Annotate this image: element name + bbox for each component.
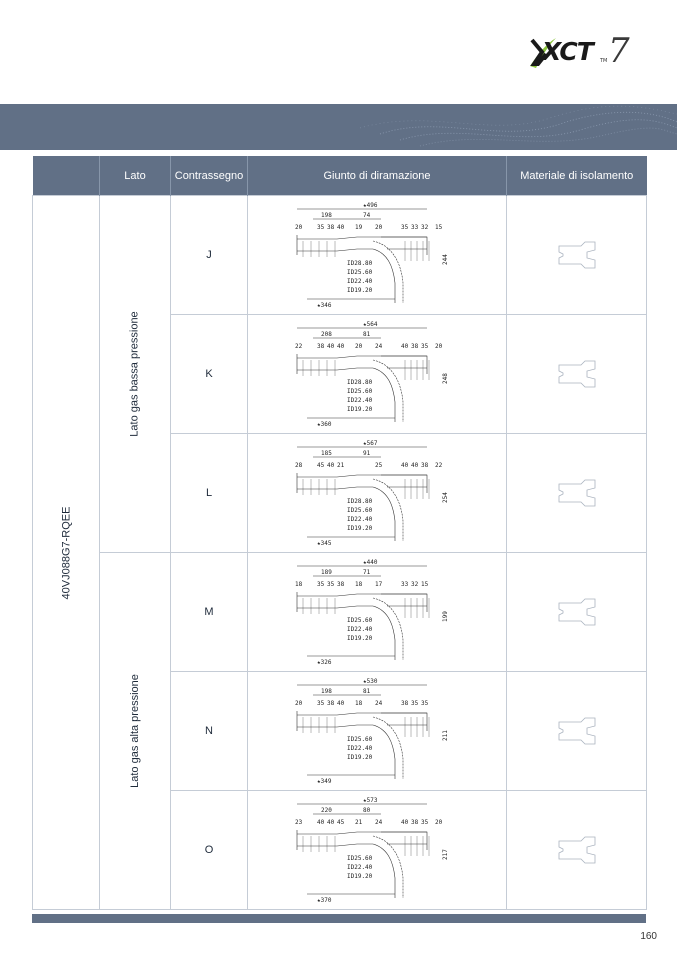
insulation-shape-icon bbox=[555, 597, 599, 627]
code-cell bbox=[171, 434, 248, 553]
inner-diameter-label: ID19.20 bbox=[347, 635, 373, 642]
left-dim-label: 45 bbox=[337, 819, 345, 826]
right-dim-label: 15 bbox=[421, 581, 429, 588]
inner-diameter-label: ID25.60 bbox=[347, 388, 373, 395]
right-dim-label: 32 bbox=[411, 581, 419, 588]
code-cell bbox=[171, 791, 248, 910]
insulation-shape-icon bbox=[555, 835, 599, 865]
left-dim-label: 40 bbox=[337, 224, 345, 231]
left-dim-label: 18 bbox=[295, 581, 303, 588]
right-height-label: 217 bbox=[442, 849, 449, 860]
left-dim-label: 40 bbox=[327, 819, 335, 826]
header-contrassegno: Contrassegno bbox=[171, 156, 248, 196]
code-cell bbox=[171, 315, 248, 434]
table-header-row bbox=[33, 156, 647, 196]
footer-band bbox=[32, 914, 646, 923]
inner-diameter-label: ID19.20 bbox=[347, 406, 373, 413]
right-dim-label: 17 bbox=[375, 581, 383, 588]
left-dim-label: 21 bbox=[355, 819, 363, 826]
inner-diameter-label: ID28.80 bbox=[347, 498, 373, 505]
right-height-label: 211 bbox=[442, 730, 449, 741]
code-label: J bbox=[206, 249, 212, 261]
right-dim-label: 20 bbox=[375, 224, 383, 231]
inner-diameter-label: ID28.80 bbox=[347, 379, 373, 386]
insulation-shape-icon bbox=[555, 359, 599, 389]
bottom-length-label: ★345 bbox=[317, 540, 332, 547]
inner-diameter-label: ID19.20 bbox=[347, 873, 373, 880]
joint-drawing-cell bbox=[248, 553, 507, 672]
inner-diameter-label: ID25.60 bbox=[347, 507, 373, 514]
left-dim-label: 35 bbox=[317, 224, 325, 231]
total-length-label: ★573 bbox=[363, 797, 378, 804]
model-cell bbox=[33, 196, 100, 910]
code-label: M bbox=[204, 606, 214, 618]
table-row bbox=[33, 553, 647, 672]
left-length-label: 185 bbox=[321, 450, 332, 457]
left-dim-label: 22 bbox=[295, 343, 303, 350]
branch-joint-drawing bbox=[277, 794, 477, 906]
left-dim-label: 35 bbox=[327, 581, 335, 588]
inner-diameter-label: ID19.20 bbox=[347, 525, 373, 532]
inner-diameter-label: ID22.40 bbox=[347, 626, 373, 633]
left-dim-label: 38 bbox=[327, 700, 335, 707]
side-cell bbox=[100, 196, 171, 553]
left-dim-label: 20 bbox=[355, 343, 363, 350]
bottom-length-label: ★346 bbox=[317, 302, 332, 309]
right-dim-label: 35 bbox=[401, 224, 409, 231]
code-cell bbox=[171, 672, 248, 791]
table-row bbox=[33, 196, 647, 315]
right-dim-label: 38 bbox=[421, 462, 429, 469]
left-dim-label: 40 bbox=[327, 462, 335, 469]
inner-diameter-label: ID22.40 bbox=[347, 516, 373, 523]
left-length-label: 198 bbox=[321, 212, 332, 219]
code-label: O bbox=[204, 844, 214, 856]
branch-joint-drawing bbox=[277, 675, 477, 787]
inner-diameter-label: ID25.60 bbox=[347, 736, 373, 743]
right-dim-label: 35 bbox=[411, 700, 419, 707]
left-dim-label: 45 bbox=[317, 462, 325, 469]
right-dim-label: 33 bbox=[411, 224, 419, 231]
joint-drawing-cell bbox=[248, 434, 507, 553]
right-dim-label: 40 bbox=[401, 462, 409, 469]
branch-joint-drawing bbox=[277, 437, 477, 549]
joint-drawing-cell bbox=[248, 196, 507, 315]
insulation-shape-icon bbox=[555, 716, 599, 746]
left-dim-label: 35 bbox=[317, 700, 325, 707]
left-dim-label: 28 bbox=[295, 462, 303, 469]
right-dim-label: 32 bbox=[421, 224, 429, 231]
insulation-cell bbox=[507, 315, 647, 434]
insulation-cell bbox=[507, 672, 647, 791]
left-length-label: 198 bbox=[321, 688, 332, 695]
total-length-label: ★440 bbox=[363, 559, 378, 566]
left-dim-label: 38 bbox=[317, 343, 325, 350]
code-cell bbox=[171, 553, 248, 672]
right-height-label: 248 bbox=[442, 373, 449, 384]
mid-length-label: 80 bbox=[363, 807, 371, 814]
code-label: L bbox=[205, 487, 213, 499]
left-dim-label: 20 bbox=[295, 700, 303, 707]
inner-diameter-label: ID19.20 bbox=[347, 287, 373, 294]
left-dim-label: 18 bbox=[355, 700, 363, 707]
side-label: Lato gas alta pressione bbox=[129, 674, 141, 788]
right-dim-label: 25 bbox=[375, 462, 383, 469]
inner-diameter-label: ID25.60 bbox=[347, 855, 373, 862]
right-dim-label: 24 bbox=[375, 700, 383, 707]
inner-diameter-label: ID22.40 bbox=[347, 745, 373, 752]
right-dim-label: 35 bbox=[421, 700, 429, 707]
right-dim-label: 24 bbox=[375, 819, 383, 826]
side-cell bbox=[100, 553, 171, 910]
right-height-label: 199 bbox=[442, 611, 449, 622]
logo-trademark: TM bbox=[600, 58, 608, 64]
right-dim-label: 38 bbox=[401, 700, 409, 707]
side-label: Lato gas bassa pressione bbox=[129, 311, 141, 437]
inner-diameter-label: ID25.60 bbox=[347, 617, 373, 624]
inner-diameter-label: ID25.60 bbox=[347, 269, 373, 276]
left-dim-label: 40 bbox=[317, 819, 325, 826]
left-dim-label: 21 bbox=[337, 462, 345, 469]
inner-diameter-label: ID22.40 bbox=[347, 864, 373, 871]
logo-wordmark: XCT bbox=[542, 37, 593, 66]
left-dim-label: 38 bbox=[327, 224, 335, 231]
header-band bbox=[0, 104, 677, 150]
branch-joint-drawing bbox=[277, 199, 477, 311]
total-length-label: ★496 bbox=[363, 202, 378, 209]
insulation-shape-icon bbox=[555, 240, 599, 270]
bottom-length-label: ★326 bbox=[317, 659, 332, 666]
code-label: K bbox=[205, 368, 213, 380]
right-dim-label: 22 bbox=[435, 462, 443, 469]
mid-length-label: 81 bbox=[363, 331, 371, 338]
inner-diameter-label: ID19.20 bbox=[347, 754, 373, 761]
code-label: N bbox=[205, 725, 213, 737]
header-giunto: Giunto di diramazione bbox=[248, 156, 507, 196]
branch-joint-drawing bbox=[277, 318, 477, 430]
insulation-cell bbox=[507, 791, 647, 910]
left-dim-label: 40 bbox=[337, 700, 345, 707]
left-dim-label: 40 bbox=[337, 343, 345, 350]
right-height-label: 244 bbox=[442, 254, 449, 265]
bottom-length-label: ★349 bbox=[317, 778, 332, 785]
left-length-label: 208 bbox=[321, 331, 332, 338]
wave-pattern-icon bbox=[0, 104, 677, 150]
left-length-label: 189 bbox=[321, 569, 332, 576]
right-dim-label: 35 bbox=[421, 343, 429, 350]
left-dim-label: 23 bbox=[295, 819, 303, 826]
brand-logo bbox=[528, 31, 638, 74]
page-number: 160 bbox=[640, 931, 657, 942]
joint-drawing-cell bbox=[248, 791, 507, 910]
right-dim-label: 33 bbox=[401, 581, 409, 588]
left-dim-label: 19 bbox=[355, 224, 363, 231]
inner-diameter-label: ID22.40 bbox=[347, 278, 373, 285]
bottom-length-label: ★370 bbox=[317, 897, 332, 904]
mid-length-label: 81 bbox=[363, 688, 371, 695]
inner-diameter-label: ID22.40 bbox=[347, 397, 373, 404]
header-materiale: Materiale di isolamento bbox=[507, 156, 647, 196]
left-dim-label: 35 bbox=[317, 581, 325, 588]
left-dim-label: 40 bbox=[327, 343, 335, 350]
insulation-cell bbox=[507, 553, 647, 672]
joint-drawing-cell bbox=[248, 315, 507, 434]
mid-length-label: 74 bbox=[363, 212, 371, 219]
insulation-cell bbox=[507, 434, 647, 553]
total-length-label: ★567 bbox=[363, 440, 378, 447]
right-dim-label: 40 bbox=[401, 343, 409, 350]
right-dim-label: 40 bbox=[411, 462, 419, 469]
mid-length-label: 71 bbox=[363, 569, 371, 576]
total-length-label: ★564 bbox=[363, 321, 378, 328]
left-dim-label: 18 bbox=[355, 581, 363, 588]
right-dim-label: 38 bbox=[411, 819, 419, 826]
left-dim-label: 20 bbox=[295, 224, 303, 231]
right-dim-label: 24 bbox=[375, 343, 383, 350]
right-dim-label: 20 bbox=[435, 343, 443, 350]
model-label: 40VJ088G7-RQEE bbox=[60, 506, 72, 599]
left-dim-label: 38 bbox=[337, 581, 345, 588]
right-height-label: 254 bbox=[442, 492, 449, 503]
right-dim-label: 20 bbox=[435, 819, 443, 826]
insulation-shape-icon bbox=[555, 478, 599, 508]
header-model bbox=[33, 156, 100, 196]
right-dim-label: 15 bbox=[435, 224, 443, 231]
inner-diameter-label: ID28.80 bbox=[347, 260, 373, 267]
bottom-length-label: ★360 bbox=[317, 421, 332, 428]
left-length-label: 220 bbox=[321, 807, 332, 814]
right-dim-label: 35 bbox=[421, 819, 429, 826]
total-length-label: ★530 bbox=[363, 678, 378, 685]
branch-joint-drawing bbox=[277, 556, 477, 668]
logo-version: 7 bbox=[608, 31, 630, 71]
header-lato: Lato bbox=[100, 156, 171, 196]
code-cell bbox=[171, 196, 248, 315]
joint-drawing-cell bbox=[248, 672, 507, 791]
insulation-cell bbox=[507, 196, 647, 315]
right-dim-label: 40 bbox=[401, 819, 409, 826]
branch-joint-table bbox=[32, 156, 647, 910]
mid-length-label: 91 bbox=[363, 450, 371, 457]
right-dim-label: 38 bbox=[411, 343, 419, 350]
